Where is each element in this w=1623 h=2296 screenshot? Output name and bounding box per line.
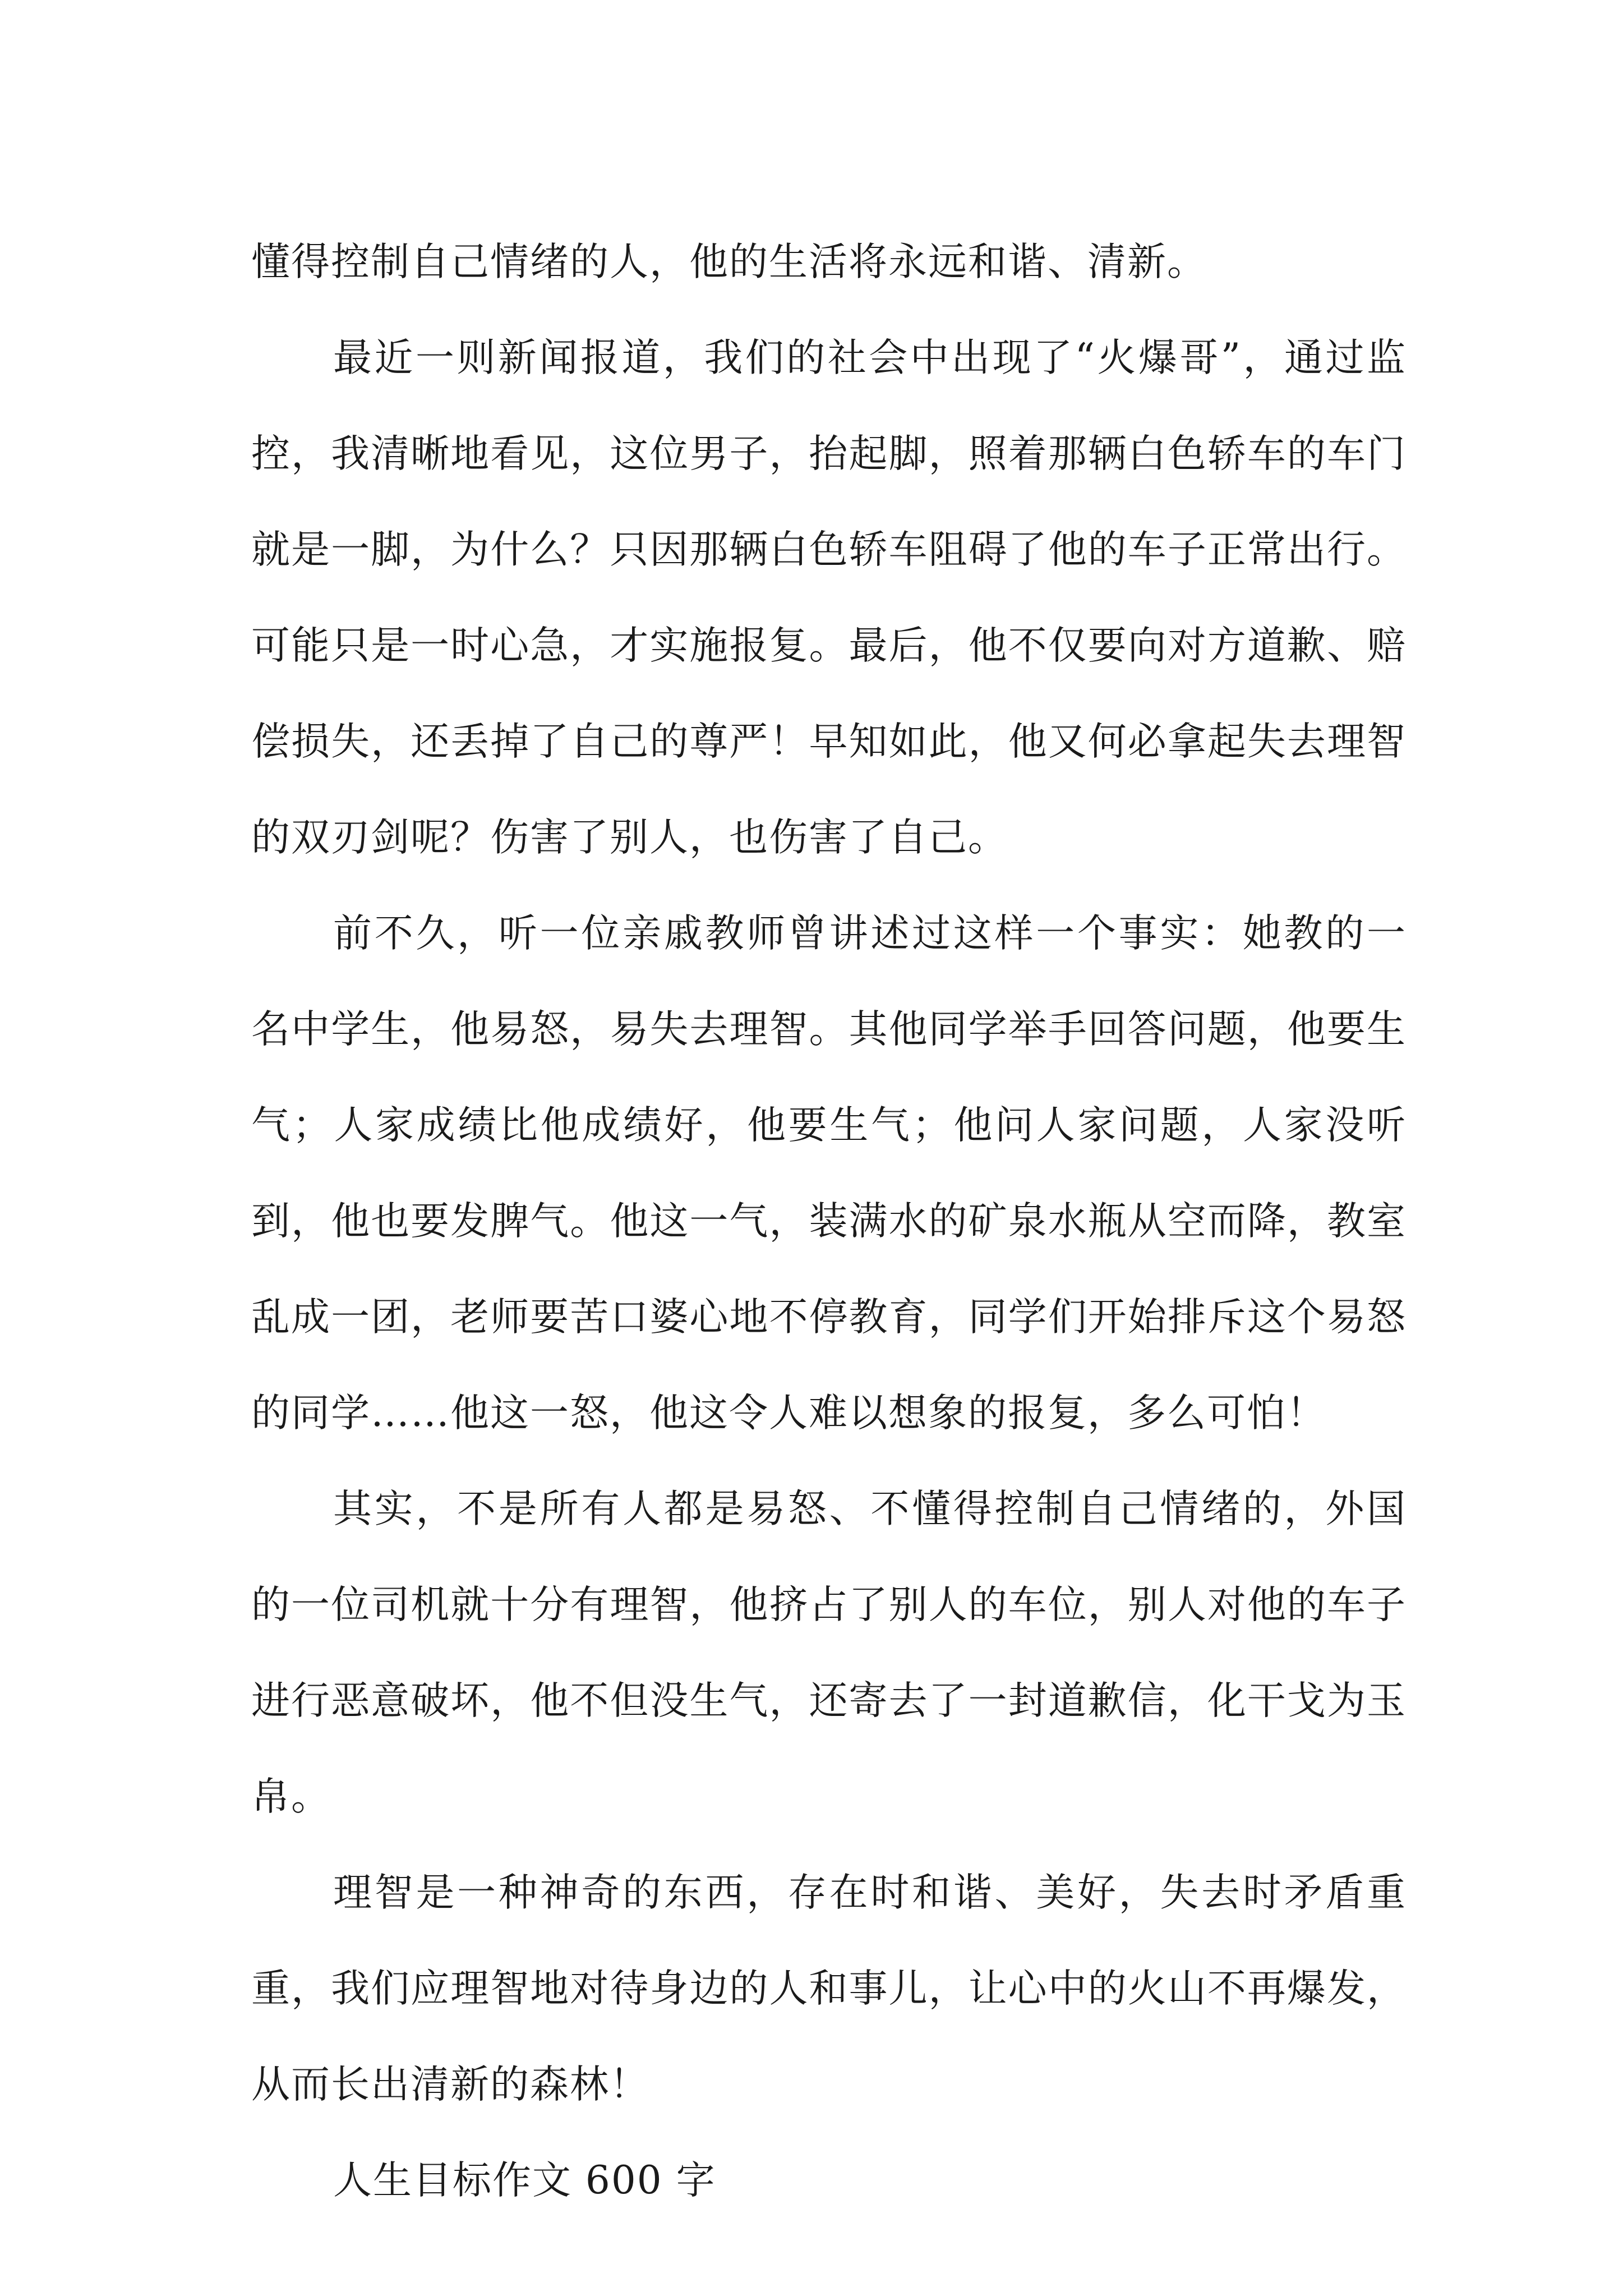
- paragraph: 最近一则新闻报道，我们的社会中出现了“火爆哥”，通过监控，我清晰地看见，这位男子，抬起脚，照着那辆白色轿车的车门就是一脚，为什么？只因那辆白色轿车阻碍了他的车子正常出行。可能只是一时心急，才实施报复。最后，他不仅要向对方道歉、赔偿损失，还丢掉了自己的尊严！早知如此，他又何必拿起失去理智的双刃剑呢？伤害了别人，也伤害了自己。: [251, 335, 1407, 860]
- paragraph: 理智是一种神奇的东西，存在时和谐、美好，失去时矛盾重重，我们应理智地对待身边的人和事儿，让心中的火山不再爆发，从而长出清新的森林！: [251, 1870, 1407, 2107]
- paragraph: 其实，不是所有人都是易怒、不懂得控制自己情绪的，外国的一位司机就十分有理智，他挤占了别人的车位，别人对他的车子进行恶意破坏，他不但没生气，还寄去了一封道歉信，化干戈为玉帛。: [251, 1487, 1407, 1819]
- document-body: [251, 214, 1407, 2229]
- next-essay-title: 人生目标作文 600 字: [333, 2158, 716, 2203]
- paragraph: 前不久，听一位亲戚教师曾讲述过这样一个事实：她教的一名中学生，他易怒，易失去理智。其他同学举手回答问题，他要生气；人家成绩比他成绩好，他要生气；他问人家问题，人家没听到，他也要发脾气。他这一气，装满水的矿泉水瓶从空而降，教室乱成一团，老师要苦口婆心地不停教育，同学们开始排斥这个易怒的同学……他这一怒，他这令人难以想象的报复，多么可怕！: [251, 911, 1407, 1435]
- paragraph-continued: 懂得控制自己情绪的人，他的生活将永远和谐、清新。: [251, 240, 1207, 284]
